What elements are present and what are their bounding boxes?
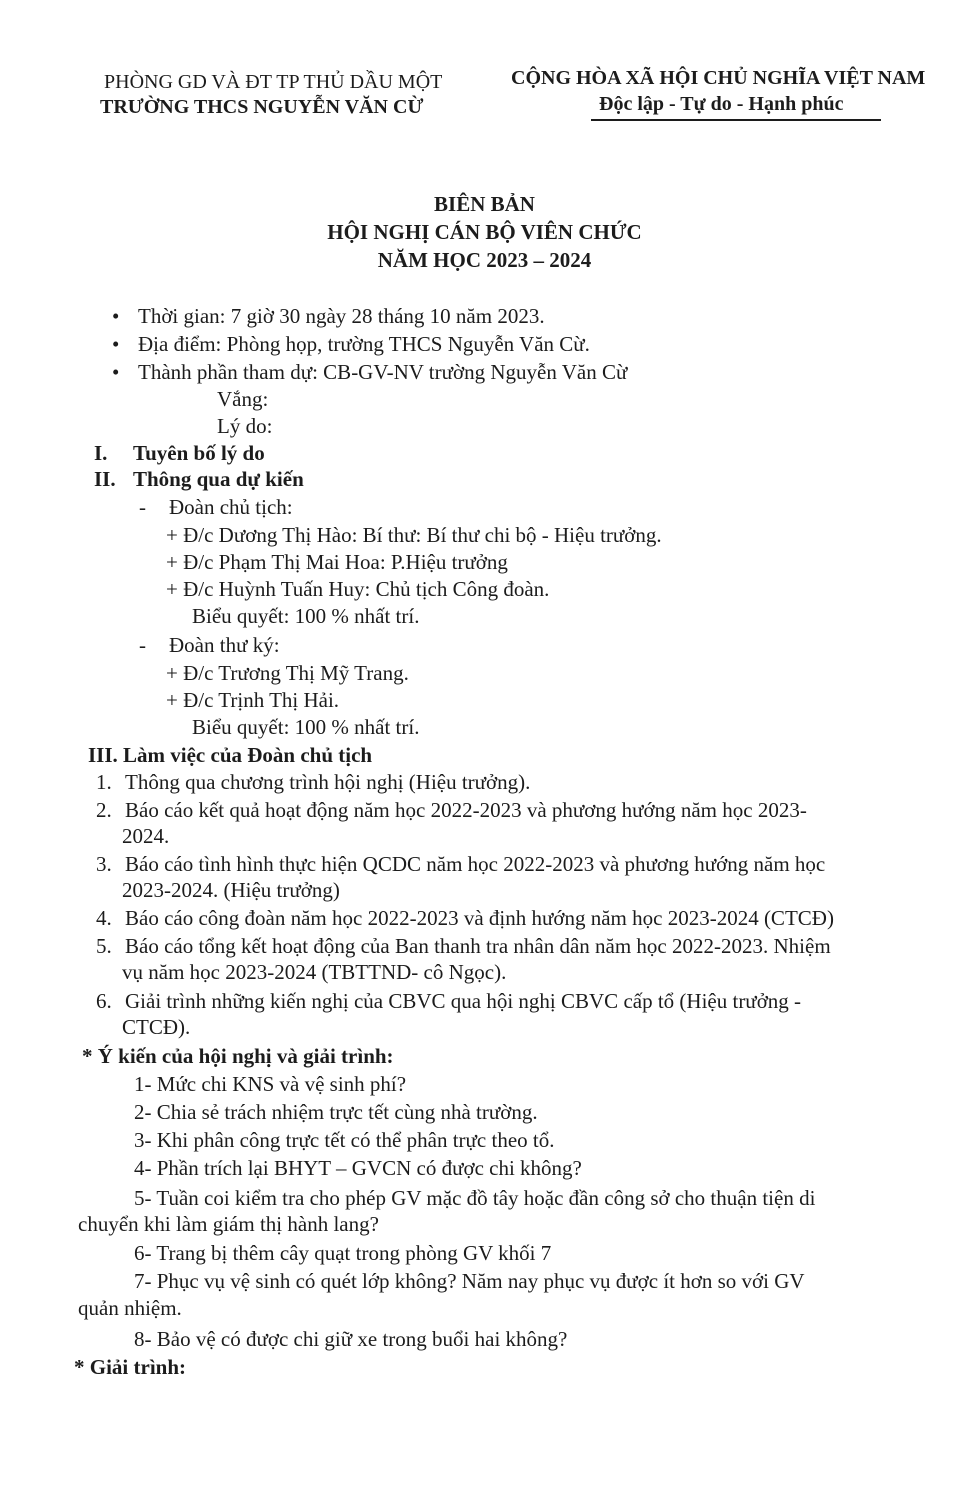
agenda-item-1: Thông qua chương trình hội nghị (Hiệu trưởng). [125, 770, 531, 794]
agenda-item-3-line-1: Báo cáo tình hình thực hiện QCDC năm học 2022-2023 và phương hướng năm học [125, 852, 826, 876]
agenda-item-6-line-1: Giải trình những kiến nghị của CBVC qua hội nghị CBVC cấp tổ (Hiệu trưởng - [125, 989, 802, 1013]
opinion-6: 6- Trang bị thêm cây quạt trong phòng GV khối 7 [134, 1241, 552, 1265]
secretary-vote: Biểu quyết: 100 % nhất trí. [192, 715, 420, 739]
agenda-item-6-line-2: CTCĐ). [122, 1015, 191, 1039]
presidium-member-2: + Đ/c Phạm Thị Mai Hoa: P.Hiệu trưởng [166, 550, 508, 574]
presidium-vote: Biểu quyết: 100 % nhất trí. [192, 604, 420, 628]
secretary-member-2: + Đ/c Trịnh Thị Hải. [166, 688, 340, 712]
info-reason: Lý do: [217, 414, 273, 438]
section-1-title: Tuyên bố lý do [133, 441, 265, 465]
agenda-item-2-line-2: 2024. [122, 824, 170, 848]
presidium-dash: - [139, 495, 146, 519]
opinion-3: 3- Khi phân công trực tết có thể phân trực theo tổ. [134, 1128, 555, 1152]
info-time: • Thời gian: 7 giờ 30 ngày 28 tháng 10 năm 2023. [138, 303, 545, 329]
section-2-title: Thông qua dự kiến [133, 467, 304, 491]
opinion-7-line-2: quản nhiệm. [78, 1296, 182, 1320]
secretary-member-1: + Đ/c Trương Thị Mỹ Trang. [166, 661, 409, 685]
agenda-number: 1. [96, 770, 112, 794]
agenda-number: 3. [96, 852, 112, 876]
opinion-8: 8- Bảo vệ có được chi giữ xe trong buổi hai không? [134, 1327, 568, 1351]
motto-underline [591, 119, 881, 121]
opinion-2: 2- Chia sẻ trách nhiệm trực tết cùng nhà trường. [134, 1100, 538, 1124]
presidium-label: Đoàn chủ tịch: [169, 495, 293, 519]
opinion-5-line-2: chuyển khi làm giám thị hành lang? [78, 1212, 379, 1236]
agenda-item-3-line-2: 2023-2024. (Hiệu trưởng) [122, 878, 340, 902]
agenda-item-5-line-1: Báo cáo tổng kết hoạt động của Ban thanh tra nhân dân năm học 2022-2023. Nhiệm [125, 934, 831, 958]
info-absent: Vắng: [217, 387, 269, 411]
agenda-item-5-line-2: vụ năm học 2023-2024 (TBTTND- cô Ngọc). [122, 960, 507, 984]
doc-title: BIÊN BẢN [434, 192, 535, 216]
opinion-4: 4- Phần trích lại BHYT – GVCN có được chi không? [134, 1156, 582, 1180]
agenda-number: 4. [96, 906, 112, 930]
secretary-label: Đoàn thư ký: [169, 633, 280, 657]
info-participants: • Thành phần tham dự: CB-GV-NV trường Nguyễn Văn Cừ [138, 359, 627, 385]
section-2-number: II. [94, 467, 116, 491]
opinion-1: 1- Mức chi KNS và vệ sinh phí? [134, 1072, 407, 1096]
info-place: • Địa điểm: Phòng họp, trường THCS Nguyễn Văn Cừ. [138, 331, 590, 357]
doc-subtitle: HỘI NGHỊ CÁN BỘ VIÊN CHỨC [327, 220, 642, 244]
agenda-number: 5. [96, 934, 112, 958]
agenda-number: 2. [96, 798, 112, 822]
explanation-heading: * Giải trình: [74, 1355, 187, 1379]
issuer-department: PHÒNG GD VÀ ĐT TP THỦ DẦU MỘT [104, 71, 443, 93]
agenda-item-4: Báo cáo công đoàn năm học 2022-2023 và định hướng năm học 2023-2024 (CTCĐ) [125, 906, 834, 930]
section-3-title: III. Làm việc của Đoàn chủ tịch [88, 743, 373, 767]
presidium-member-3: + Đ/c Huỳnh Tuấn Huy: Chủ tịch Công đoàn. [166, 577, 550, 601]
agenda-item-2-line-1: Báo cáo kết quả hoạt động năm học 2022-2023 và phương hướng năm học 2023- [125, 798, 807, 822]
section-1-number: I. [94, 441, 108, 465]
doc-school-year: NĂM HỌC 2023 – 2024 [377, 248, 592, 272]
national-title: CỘNG HÒA XÃ HỘI CHỦ NGHĨA VIỆT NAM [511, 67, 926, 89]
opinion-5-line-1: 5- Tuần coi kiểm tra cho phép GV mặc đồ tây hoặc đần công sở cho thuận tiện di [134, 1186, 816, 1210]
opinions-heading: * Ý kiến của hội nghị và giải trình: [82, 1044, 394, 1068]
presidium-member-1: + Đ/c Dương Thị Hào: Bí thư: Bí thư chi bộ - Hiệu trưởng. [166, 523, 662, 547]
national-motto: Độc lập - Tự do - Hạnh phúc [599, 93, 844, 115]
secretary-dash: - [139, 633, 146, 657]
opinion-7-line-1: 7- Phục vụ vệ sinh có quét lớp không? Năm nay phục vụ được ít hơn so với GV [134, 1269, 805, 1293]
issuer-school: TRƯỜNG THCS NGUYỄN VĂN CỪ [100, 96, 424, 118]
agenda-number: 6. [96, 989, 112, 1013]
